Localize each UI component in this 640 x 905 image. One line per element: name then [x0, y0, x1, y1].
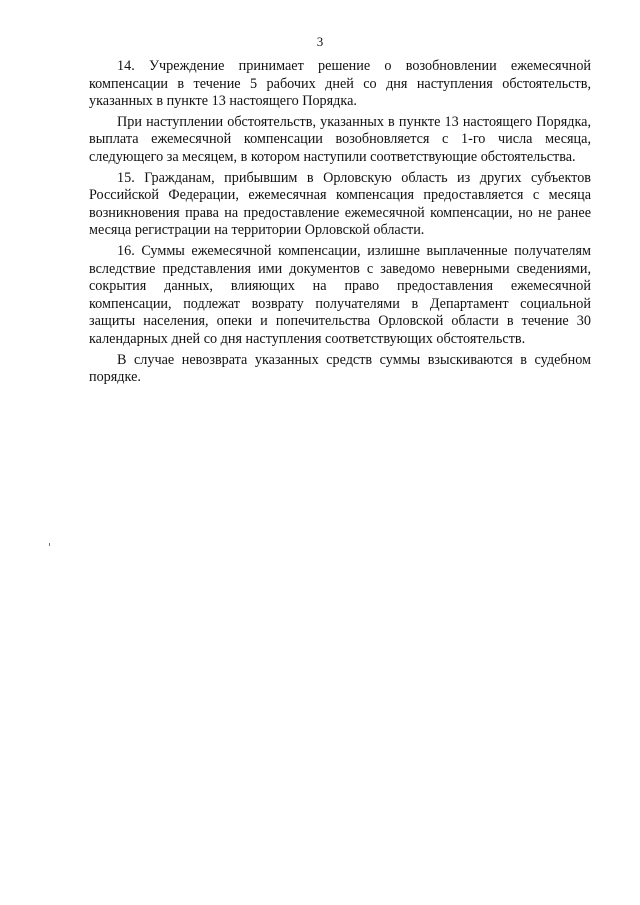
paragraph-14-continuation: При наступлении обстоятельств, указанных в пункте 13 настоящего Порядка, выплата ежемесячной компенсации возобновляется с 1-го числа месяца, следующего за месяцем, в котором наступили соответствующие обстоятельства. — [89, 113, 591, 165]
paragraph-14: 14. Учреждение принимает решение о возобновлении ежемесячной компенсации в течение 5 рабочих дней со дня наступления обстоятельств, указанных в пункте 13 настоящего Порядка. — [89, 58, 591, 110]
document-body — [89, 58, 591, 387]
page-number: 3 — [316, 34, 324, 49]
paragraph-16-continuation: В случае невозврата указанных средств суммы взыскиваются в судебном порядке. — [89, 351, 591, 386]
paragraph-15: 15. Гражданам, прибывшим в Орловскую область из других субъектов Российской Федерации, ежемесячная компенсация предоставляется с месяца возникновения права на предоставление ежемесячной компенсации, но не ранее месяца регистрации на территории Орловской области. — [89, 169, 591, 239]
paragraph-16: 16. Суммы ежемесячной компенсации, излишне выплаченные получателям вследствие представления ими документов с заведомо неверными сведениями, сокрытия данных, влияющих на право предоставления ежемесячной компенсации, подлежат возврату получателями в Департамент социальной защиты населения, опеки и попечительства Орловской области в течение 30 календарных дней со дня наступления соответствующих обстоятельств. — [89, 242, 591, 347]
scan-artifact-mark — [49, 543, 50, 546]
